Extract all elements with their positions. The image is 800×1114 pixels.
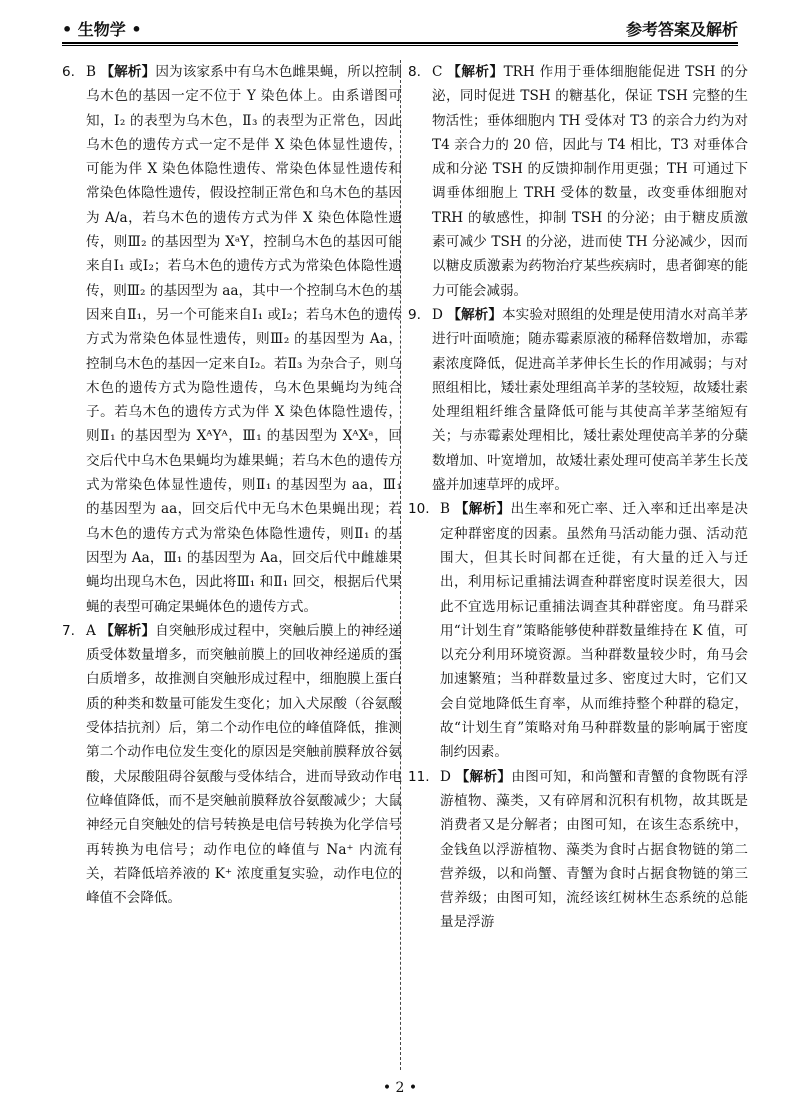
answer-letter: A <box>86 622 96 639</box>
answer-letter: D <box>432 306 443 323</box>
header-rule <box>62 42 738 44</box>
item-number: 9. <box>408 306 421 323</box>
answer-letter: C <box>432 64 443 80</box>
item-number: 7. <box>62 622 75 639</box>
answer-letter: B <box>86 64 96 80</box>
answer-item-11 <box>408 765 748 935</box>
item-number: 10. <box>408 501 430 518</box>
analysis-text: TRH 作用于垂体细胞能促进 TSH 的分泌，同时促进 TSH 的糖基化，保证 TSH 完整的生物活性；垂体细胞内 TH 受体对 T3 的亲合力约为对 T4 亲合力的 20 倍，因此与 T4 相比，T3 对垂体合成和分泌 TSH 的反馈抑制作用更强；TH 可通过下调垂体细胞上 TRH 受体的数量，改变垂体细胞对 TRH 的敏感性，抑制 TSH 的分泌；由于糖皮质激素可减少 TSH 的分泌，进而使 TH 分泌减少，因而以糖皮质激素为药物治疗某些疾病时，患者御寒的能力可能会减弱。 <box>432 64 749 299</box>
right-column <box>408 60 748 935</box>
answer-letter: B <box>440 501 450 518</box>
analysis-tag: 【解析】 <box>100 64 156 80</box>
analysis-tag: 【解析】 <box>100 622 156 639</box>
analysis-text: 因为该家系中有乌木色雌果蝇，所以控制乌木色的基因一定不位于 Y 染色体上。由系谱图可知，Ⅰ₂ 的表型为乌木色，Ⅱ₃ 的表型为正常色，因此乌木色的遗传方式一定不是伴 X 染色体显性遗传，可能为伴 X 染色体隐性遗传、常染色体显性遗传和常染色体隐性遗传，假设控制正常色和乌木色的基因为 A/a，若乌木色的遗传方式为伴 X 染色体隐性遗传，则Ⅲ₂ 的基因型为 XᵃY，控制乌木色的基因可能来自Ⅰ₁ 或Ⅰ₂；若乌木色的遗传方式为常染色体隐性遗传，则Ⅲ₂ 的基因型为 aa，其中一个控制乌木色的基因来自Ⅱ₁，另一个可能来自Ⅰ₁ 或Ⅰ₂；若乌木色的遗传方式为常染色体显性遗传，则Ⅲ₂ 的基因型为 Aa，控制乌木色的基因一定来自Ⅰ₂。若Ⅱ₃ 为杂合子，则乌木色的遗传方式为隐性遗传，乌木色果蝇均为纯合子。若乌木色的遗传方式为伴 X 染色体隐性遗传，则Ⅱ₁ 的基因型为 XᴬYᴬ，Ⅲ₁ 的基因型为 XᴬXᵃ，回交后代中乌木色果蝇均为雄果蝇；若乌木色的遗传方式为常染色体显性遗传，则Ⅱ₁ 的基因型为 aa，Ⅲ₁ 的基因型为 aa，回交后代中无乌木色果蝇出现；若乌木色的遗传方式为常染色体隐性遗传，则Ⅱ₁ 的基因型为 Aa，Ⅲ₁ 的基因型为 Aa，回交后代中雌雄果蝇均出现乌木色，因此将Ⅲ₁ 和Ⅱ₁ 回交，根据后代果蝇的表型可确定果蝇体色的遗传方式。 <box>86 64 403 615</box>
answer-item-8 <box>408 60 748 303</box>
analysis-tag: 【解析】 <box>447 64 504 80</box>
page-header <box>62 12 738 40</box>
column-divider <box>400 60 401 1070</box>
left-column <box>62 60 402 910</box>
analysis-tag: 【解析】 <box>455 768 512 785</box>
answer-letter: D <box>440 768 451 785</box>
subject-label: • 生物学 • <box>62 20 142 39</box>
analysis-text: 出生率和死亡率、迁入率和迁出率是决定种群密度的因素。虽然角马活动能力强、活动范围大，但其长时间都在迁徙，有大量的迁入与迁出，利用标记重捕法调查种群密度时误差很大，因此不宜选用标记重捕法调查其种群密度。角马群采用“计划生育”策略能够使种群数量维持在 K 值，可以充分利用环境资源。当种群数量较少时，角马会加速繁殖；当种群数量过多、密度过大时，它们又会自觉地降低生育率，从而维持整个种群的稳定，故“计划生育”策略对角马种群数量的影响属于密度制约因素。 <box>440 501 748 761</box>
page-number: • 2 • <box>382 1080 418 1096</box>
answer-item-7 <box>62 619 402 911</box>
item-number: 8. <box>408 64 421 80</box>
answer-item-10 <box>408 497 748 764</box>
answer-item-9 <box>408 303 748 497</box>
item-number: 6. <box>62 64 75 80</box>
analysis-text: 自突触形成过程中，突触后膜上的神经递质受体数量增多，而突触前膜上的回收神经递质的蛋白质增多，故推测自突触形成过程中，细胞膜上蛋白质的种类和数量可能发生变化；加入犬尿酸（谷氨酸受体拮抗剂）后，第二个动作电位的峰值降低，推测第二个动作电位发生变化的原因是突触前膜释放谷氨酸，犬尿酸阻碍谷氨酸与受体结合，进而导致动作电位峰值降低，而不是突触前膜释放谷氨酸减少；大鼠神经元自突触处的信号转换是电信号转换为化学信号再转换为电信号；动作电位的峰值与 Na⁺ 内流有关，若降低培养液的 K⁺ 浓度重复实验，动作电位的峰值不会降低。 <box>86 622 403 907</box>
analysis-text: 由图可知，和尚蟹和青蟹的食物既有浮游植物、藻类，又有碎屑和沉积有机物，故其既是消费者又是分解者；由图可知，在该生态系统中，金钱鱼以浮游植物、藻类为食时占据食物链的第二营养级，以和尚蟹、青蟹为食时占据食物链的第三营养级；由图可知，流经该红树林生态系统的总能量是浮游 <box>440 768 748 931</box>
header-rule-thin <box>62 45 738 46</box>
analysis-text: 本实验对照组的处理是使用清水对高羊茅进行叶面喷施；随赤霉素原液的稀释倍数增加，赤霉素浓度降低，促进高羊茅伸长生长的作用减弱；与对照组相比，矮壮素处理组高羊茅的茎较短，故矮壮素处理组粗纤维含量降低可能与其使高羊茅茎缩短有关；与赤霉素处理相比，矮壮素处理使高羊茅的分蘖数增加、叶宽增加，故矮壮素处理可使高羊茅生长茂盛并加速草坪的成坪。 <box>432 306 749 494</box>
analysis-tag: 【解析】 <box>447 306 502 323</box>
section-title: 参考答案及解析 <box>625 20 738 39</box>
analysis-tag: 【解析】 <box>454 501 511 518</box>
answer-item-6 <box>62 60 402 619</box>
item-number: 11. <box>408 768 430 785</box>
